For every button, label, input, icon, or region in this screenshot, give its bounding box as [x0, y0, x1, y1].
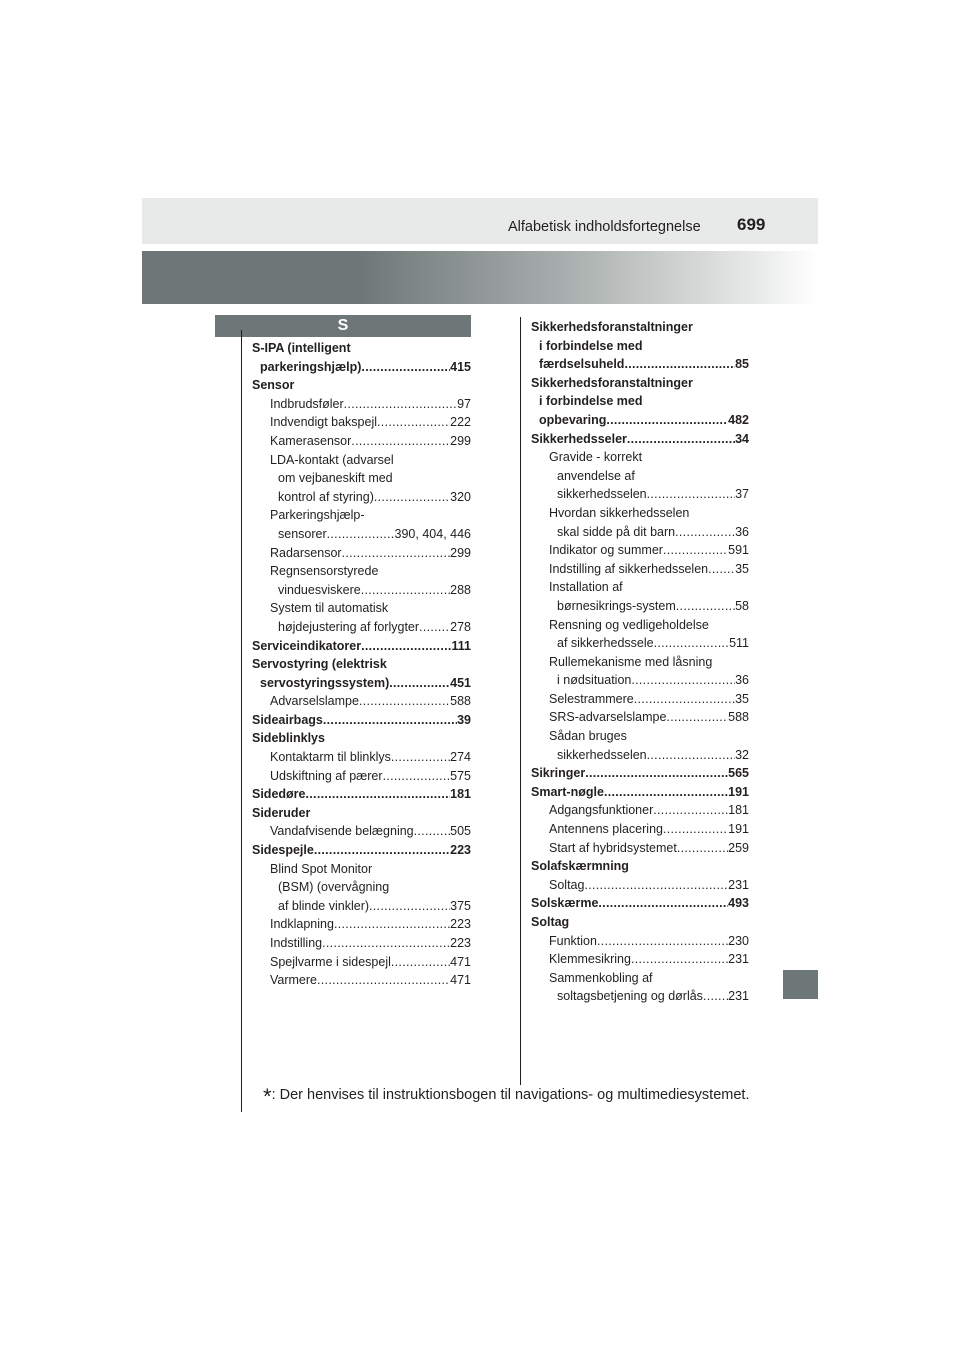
- dot-leader: [414, 822, 451, 841]
- index-entry-text: Installation af: [549, 580, 623, 595]
- index-entry: [252, 413, 471, 432]
- index-entry: [252, 451, 471, 470]
- index-page-ref: 34: [735, 431, 749, 446]
- index-page-ref: 191: [728, 822, 749, 837]
- index-entry-text: sikkerhedsselen: [557, 487, 647, 502]
- dot-leader: [351, 432, 450, 451]
- index-entry: [531, 857, 749, 876]
- index-entry-text: Adgangsfunktioner: [549, 803, 654, 818]
- dot-leader: [708, 560, 735, 579]
- index-entry-text: sensorer: [278, 526, 327, 541]
- index-page-ref: 259: [728, 840, 749, 855]
- index-entry: [531, 876, 749, 895]
- index-entry-text: Indstilling: [270, 936, 323, 950]
- index-entry-text: Solskærme: [531, 896, 599, 911]
- index-entry: [252, 599, 471, 618]
- dot-leader: [654, 634, 729, 653]
- index-entry-text: om vejbaneskift med: [278, 471, 393, 486]
- dot-leader: [677, 839, 728, 858]
- index-entry-text: Parkeringshjælp-: [270, 508, 365, 523]
- index-entry-text: Rensning og vedligeholdelse: [549, 617, 709, 632]
- index-entry-text: Sikkerhedsseler: [531, 431, 627, 446]
- index-entry-text: SRS-advarselslampe: [549, 710, 667, 725]
- index-entry-text: Vandafvisende belægning: [270, 824, 414, 839]
- index-entry: [531, 374, 749, 393]
- index-entry: [252, 674, 471, 693]
- index-entry: [531, 355, 749, 374]
- index-page-ref: 231: [728, 877, 749, 892]
- index-page-ref: 471: [450, 954, 471, 969]
- index-entry: [252, 953, 471, 972]
- index-entry-text: Soltag: [531, 915, 570, 929]
- index-page-ref: 482: [728, 412, 749, 427]
- index-entry: [252, 506, 471, 525]
- dot-leader: [342, 544, 451, 563]
- index-entry-text: Sikkerhedsforanstaltninger: [531, 320, 693, 334]
- index-entry-text: anvendelse af: [557, 468, 635, 483]
- index-entry: [531, 318, 749, 337]
- index-page-ref: 299: [450, 545, 471, 560]
- dot-leader: [314, 841, 450, 860]
- index-entry: [531, 616, 749, 635]
- index-page-ref: 591: [728, 543, 749, 558]
- index-entry: [252, 469, 471, 488]
- dot-leader: [604, 783, 728, 802]
- dot-leader: [634, 690, 735, 709]
- index-entry-text: Gravide - korrekt: [549, 450, 643, 465]
- dot-leader: [361, 358, 450, 377]
- index-entry: [531, 448, 749, 467]
- index-entry: [531, 541, 749, 560]
- index-entry: [252, 971, 471, 990]
- index-page-ref: 575: [450, 768, 471, 783]
- index-entry: [531, 820, 749, 839]
- index-entry-text: (BSM) (overvågning: [278, 880, 390, 895]
- index-entry: [252, 711, 471, 730]
- dot-leader: [584, 876, 728, 895]
- index-entry-text: færdselsuheld: [539, 357, 625, 372]
- dot-leader: [598, 894, 728, 913]
- index-entry: [531, 969, 749, 988]
- index-page-ref: 85: [735, 357, 749, 372]
- index-entry-text: Servostyring (elektrisk: [252, 657, 387, 672]
- index-page-ref: 588: [728, 710, 749, 725]
- index-entry: [531, 392, 749, 411]
- index-entry: [531, 485, 749, 504]
- index-page-ref: 278: [450, 619, 471, 634]
- index-page-ref: 35: [735, 691, 749, 706]
- index-entry: [531, 839, 749, 858]
- index-entry: [252, 618, 471, 637]
- index-page-ref: 230: [728, 933, 749, 948]
- index-entry: [531, 597, 749, 616]
- dot-leader: [419, 618, 450, 637]
- index-entry: [531, 671, 749, 690]
- index-entry: [531, 932, 749, 951]
- index-column-right: [531, 318, 749, 1006]
- dot-leader: [361, 637, 451, 656]
- dot-leader: [389, 674, 450, 693]
- index-entry-text: sikkerhedsselen: [557, 747, 647, 762]
- index-entry: [252, 488, 471, 507]
- footnote: [263, 1084, 749, 1110]
- index-entry: [252, 897, 471, 916]
- index-page-ref: 375: [450, 898, 471, 913]
- left-margin-rule: [241, 330, 242, 1112]
- index-entry: [252, 637, 471, 656]
- index-entry-text: Solafskærmning: [531, 859, 629, 874]
- index-entry: [531, 523, 749, 542]
- index-entry-text: Sideairbags: [252, 712, 323, 727]
- index-entry-text: i nødsituation: [557, 673, 632, 688]
- index-letter-heading: S: [215, 315, 471, 337]
- index-entry: [531, 783, 749, 802]
- index-page-ref: 274: [450, 750, 471, 765]
- dot-leader: [585, 764, 728, 783]
- index-entry-text: Klemmesikring: [549, 952, 631, 967]
- dot-leader: [675, 523, 735, 542]
- index-entry: [252, 395, 471, 414]
- dot-leader: [703, 987, 728, 1006]
- index-page-ref: 181: [450, 787, 471, 802]
- dot-leader: [647, 746, 735, 765]
- index-entry-text: børnesikrings-system: [557, 598, 676, 613]
- dot-leader: [606, 411, 728, 430]
- index-entry-text: Sidespejle: [252, 843, 314, 858]
- index-entry: [252, 581, 471, 600]
- index-entry-text: Advarselslampe: [270, 694, 359, 709]
- index-entry-text: af sikkerhedssele: [557, 636, 654, 651]
- index-entry-text: i forbindelse med: [539, 394, 643, 409]
- index-entry-text: Soltag: [549, 877, 585, 892]
- index-entry-text: Sideblinklys: [252, 731, 325, 746]
- index-entry: [531, 653, 749, 672]
- index-entry: [531, 746, 749, 765]
- dot-leader: [359, 692, 450, 711]
- dot-leader: [306, 785, 451, 804]
- index-entry: [252, 339, 471, 358]
- dot-leader: [647, 485, 735, 504]
- index-entry: [252, 748, 471, 767]
- dot-leader: [334, 915, 450, 934]
- index-entry-text: opbevaring: [539, 412, 607, 427]
- index-entry-text: Funktion: [549, 933, 597, 948]
- index-page-ref: 231: [728, 989, 749, 1004]
- index-entry: [252, 525, 471, 544]
- index-entry-text: Indvendigt bakspejl: [270, 415, 378, 430]
- index-page-ref: 58: [735, 598, 749, 613]
- index-entry: [531, 634, 749, 653]
- index-entry-text: Serviceindikatorer: [252, 638, 362, 653]
- index-entry-text: parkeringshjælp): [260, 359, 362, 374]
- index-entry: [531, 430, 749, 449]
- dot-leader: [663, 541, 728, 560]
- index-entry: [252, 544, 471, 563]
- dot-leader: [361, 581, 450, 600]
- index-page-ref: 505: [450, 824, 471, 839]
- index-entry: [531, 578, 749, 597]
- index-entry: [531, 894, 749, 913]
- index-entry-text: Regnsensorstyrede: [270, 564, 379, 579]
- dot-leader: [323, 711, 457, 730]
- dot-leader: [597, 932, 728, 951]
- index-entry-text: Start af hybridsystemet: [549, 840, 677, 855]
- index-entry-text: Hvordan sikkerhedsselen: [549, 505, 690, 520]
- index-page-ref: 223: [450, 917, 471, 932]
- index-page-ref: 111: [451, 638, 471, 653]
- index-entry: [252, 841, 471, 860]
- index-page-ref: 320: [450, 489, 471, 504]
- index-entry: [252, 358, 471, 377]
- index-page-ref: 231: [728, 952, 749, 967]
- index-entry: [531, 560, 749, 579]
- dot-leader: [631, 950, 728, 969]
- index-entry: [252, 915, 471, 934]
- index-entry-text: System til automatisk: [270, 601, 389, 616]
- index-entry: [252, 655, 471, 674]
- index-page-ref: 222: [450, 415, 471, 430]
- index-entry-text: af blinde vinkler): [278, 898, 370, 913]
- index-entry: [252, 934, 471, 953]
- index-column-left: [252, 339, 471, 990]
- index-entry: [252, 729, 471, 748]
- index-entry-text: Kontaktarm til blinklys: [270, 750, 391, 765]
- index-page-ref: 223: [450, 843, 471, 858]
- index-entry-text: servostyringssystem): [260, 675, 390, 690]
- index-entry: [252, 822, 471, 841]
- dot-leader: [653, 801, 728, 820]
- index-entry-text: i forbindelse med: [539, 338, 643, 353]
- index-entry: [531, 708, 749, 727]
- index-entry: [531, 987, 749, 1006]
- dot-leader: [317, 971, 450, 990]
- index-entry: [531, 764, 749, 783]
- index-entry-text: Varmere: [270, 973, 318, 988]
- footnote-text: : Der henvises til instruktionsbogen til navigations- og multimediesystemet.: [271, 1087, 750, 1103]
- index-entry-text: soltagsbetjening og dørlås: [557, 989, 703, 1004]
- index-entry: [531, 411, 749, 430]
- index-entry-text: Blind Spot Monitor: [270, 861, 373, 876]
- index-entry-text: Sideruder: [252, 805, 311, 820]
- dot-leader: [322, 934, 450, 953]
- index-page-ref: 511: [729, 636, 749, 651]
- index-entry-text: kontrol af styring): [278, 489, 374, 504]
- index-page-ref: 565: [728, 766, 749, 781]
- index-entry-text: Spejlvarme i sidespejl: [270, 954, 391, 969]
- index-page-ref: 223: [450, 936, 471, 950]
- index-page-ref: 35: [735, 561, 749, 576]
- index-entry-text: højdejustering af forlygter: [278, 619, 420, 634]
- index-entry: [531, 467, 749, 486]
- index-entry-text: Indikator og summer: [549, 543, 663, 558]
- index-entry-text: Sikkerhedsforanstaltninger: [531, 375, 693, 390]
- index-entry-text: Sidedøre: [252, 787, 306, 802]
- index-entry-text: Sensor: [252, 378, 295, 393]
- index-entry-text: Indstilling af sikkerhedsselen: [549, 561, 709, 576]
- index-page-ref: 588: [450, 694, 471, 709]
- index-entry: [252, 376, 471, 395]
- index-entry-text: Radarsensor: [270, 545, 342, 560]
- index-entry: [252, 878, 471, 897]
- index-page-ref: 32: [735, 747, 749, 762]
- index-page-ref: 37: [735, 487, 749, 502]
- index-entry-text: Antennens placering: [549, 822, 663, 837]
- index-page-ref: 390, 404, 446: [394, 526, 471, 541]
- dot-leader: [391, 748, 450, 767]
- index-entry: [252, 562, 471, 581]
- dot-leader: [327, 525, 395, 544]
- dot-leader: [374, 488, 450, 507]
- index-entry: [531, 504, 749, 523]
- index-entry: [252, 767, 471, 786]
- column-divider: [520, 317, 521, 1085]
- index-entry-text: Indbrudsføler: [270, 396, 344, 411]
- index-page-ref: 97: [457, 396, 471, 411]
- index-page-ref: 493: [728, 896, 749, 911]
- index-entry: [252, 804, 471, 823]
- index-page-ref: 36: [735, 673, 749, 688]
- index-entry-text: Smart-nøgle: [531, 784, 604, 799]
- index-page-ref: 191: [728, 784, 749, 799]
- index-entry: [531, 913, 749, 932]
- index-entry-text: Sammenkobling af: [549, 970, 653, 985]
- index-entry: [531, 337, 749, 356]
- index-page-ref: 39: [457, 712, 471, 727]
- dot-leader: [631, 671, 735, 690]
- index-page-ref: 288: [450, 582, 471, 597]
- index-entry-text: skal sidde på dit barn: [557, 524, 676, 539]
- dot-leader: [391, 953, 450, 972]
- dot-leader: [627, 430, 735, 449]
- index-entry-text: Rullemekanisme med låsning: [549, 654, 713, 669]
- index-entry: [252, 692, 471, 711]
- index-entry-text: Indklapning: [270, 917, 334, 932]
- index-page-ref: 299: [450, 433, 471, 448]
- dot-leader: [369, 897, 450, 916]
- index-entry-text: Sikringer: [531, 766, 586, 781]
- dot-leader: [344, 395, 457, 414]
- index-page-ref: 36: [735, 524, 749, 539]
- footnote-marker: *: [263, 1084, 272, 1109]
- index-entry: [531, 727, 749, 746]
- header-band: [142, 198, 818, 244]
- dot-leader: [676, 597, 735, 616]
- index-entry: [531, 950, 749, 969]
- index-entry-text: Kamerasensor: [270, 433, 352, 448]
- index-entry-text: Selestrammere: [549, 691, 634, 706]
- index-page-ref: 471: [450, 973, 471, 988]
- index-entry: [252, 785, 471, 804]
- dot-leader: [624, 355, 735, 374]
- index-page-ref: 415: [450, 359, 471, 374]
- dot-leader: [383, 767, 451, 786]
- index-entry: [252, 432, 471, 451]
- dot-leader: [377, 413, 450, 432]
- page-number: 699: [737, 215, 766, 234]
- dot-leader: [663, 820, 728, 839]
- index-page-ref: 451: [450, 675, 471, 690]
- index-entry-text: vinduesviskere: [278, 582, 361, 597]
- dot-leader: [666, 708, 728, 727]
- index-entry-text: LDA-kontakt (advarsel: [270, 452, 394, 467]
- index-entry: [531, 801, 749, 820]
- index-page-ref: 181: [728, 803, 749, 818]
- index-entry-text: Udskiftning af pærer: [270, 768, 383, 783]
- index-entry-text: S-IPA (intelligent: [252, 341, 351, 355]
- header-gradient-bar: [142, 251, 818, 304]
- chapter-side-tab: [783, 970, 818, 999]
- section-title: Alfabetisk indholdsfortegnelse: [508, 219, 701, 235]
- index-entry: [531, 690, 749, 709]
- index-entry-text: Sådan bruges: [549, 729, 627, 744]
- index-entry: [252, 860, 471, 879]
